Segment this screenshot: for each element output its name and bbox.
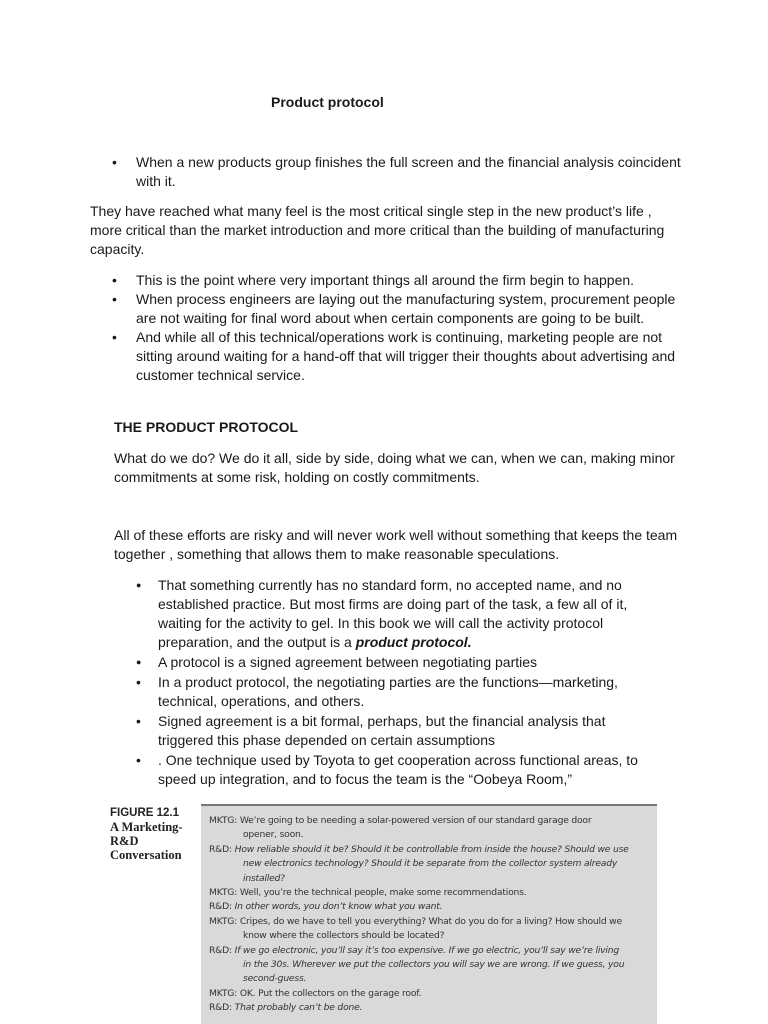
conversation-line: [209, 886, 647, 900]
intro-bullet-list: [112, 153, 696, 191]
figure-caption-text: A Marketing-R&D Conversation: [110, 820, 183, 862]
figure-conversation-box: [201, 804, 657, 1024]
list-item-text: In a product protocol, the negotiating parties are the functions—marketing, technical, operations, and others.: [158, 674, 618, 709]
conversation-line: [209, 972, 647, 986]
conversation-line: [209, 900, 647, 914]
speech-text: in the 30s. Wherever we put the collectors you will say we are wrong. If we guess, you: [243, 959, 625, 971]
document-title: Product protocol: [271, 94, 384, 110]
speaker-label: R&D:: [209, 1002, 232, 1014]
bullet-icon: ●: [136, 580, 142, 590]
speech-text: We’re going to be needing a solar-powered version of our standard garage door: [239, 815, 592, 826]
bullet-icon: •: [112, 291, 117, 307]
figure-number: FIGURE 12.1: [110, 807, 180, 819]
speech-text: In other words, you don’t know what you want.: [234, 901, 443, 913]
conversation-line: [209, 915, 647, 929]
figure-caption: [110, 806, 200, 862]
conversation-line: [209, 944, 647, 958]
conversation-line: [209, 857, 647, 871]
emphasis-term: product protocol.: [355, 634, 472, 650]
list-item: [136, 712, 658, 750]
speech-text: Cripes, do we have to tell you everything? What do you do for a living? How should we: [239, 915, 622, 927]
list-item: [136, 576, 658, 652]
list-item-text: . One technique used by Toyota to get cooperation across functional areas, to speed up integration, and to focus the team is the “Oobeya Room,”: [158, 752, 638, 787]
list-item-text: And while all of this technical/operations work is continuing, marketing people are not sitting around waiting for a hand-off that will trigger their thoughts about advertising and customer technical service.: [136, 329, 676, 383]
conversation-line: [209, 1001, 647, 1015]
speech-text: How reliable should it be? Should it be controllable from inside the house? Should we use: [234, 843, 629, 855]
conversation-line: [209, 929, 647, 943]
paragraph-efforts-risky: All of these efforts are risky and will never work well without something that keeps the team together , something that allows them to make reasonable speculations.: [114, 527, 678, 562]
speech-text: opener, soon.: [243, 829, 304, 841]
speech-text: OK. Put the collectors on the garage roof.: [239, 987, 422, 999]
paragraph-critical-step: They have reached what many feel is the most critical single step in the new product’s life , more critical than the market introduction and more critical than the building of manufacturing capacity.: [90, 203, 665, 257]
list-item-text: Signed agreement is a bit formal, perhaps, but the financial analysis that triggered this phase depended on certain assumptions: [158, 713, 606, 748]
bullet-icon: •: [136, 752, 141, 768]
speaker-label: R&D:: [209, 843, 232, 855]
list-item: [136, 751, 658, 789]
speech-text: Well, you’re the technical people, make some recommendations.: [239, 887, 527, 899]
list-item-text: When process engineers are laying out the manufacturing system, procurement people are not waiting for final word about when certain components are going to be built.: [136, 291, 676, 326]
speaker-label: R&D:: [209, 944, 232, 956]
list-item-text: A protocol is a signed agreement between negotiating parties: [158, 654, 538, 670]
speech-text: installed?: [243, 872, 285, 884]
section-heading: THE PRODUCT PROTOCOL: [114, 419, 299, 435]
conversation-line: [209, 828, 647, 842]
speaker-label: MKTG:: [209, 815, 238, 826]
list-item: [136, 653, 658, 672]
speech-text: If we go electronic, you’ll say it’s too expensive. If we go electric, you’ll say we’re living: [234, 944, 620, 956]
conversation-line: [209, 843, 647, 857]
speech-text: know where the collectors should be located?: [243, 930, 445, 942]
speaker-label: MKTG:: [209, 887, 238, 899]
conversation-line: [209, 958, 647, 972]
speaker-label: MKTG:: [209, 915, 238, 927]
paragraph-what-do-we-do: What do we do? We do it all, side by side, doing what we can, when we can, making minor commitments at some risk, holding on costly commitments.: [114, 450, 675, 485]
list-item-text: This is the point where very important things all around the firm begin to happen.: [136, 272, 635, 288]
speech-text: That probably can’t be done.: [234, 1002, 363, 1014]
list-item: [136, 673, 658, 711]
list-item-text: When a new products group finishes the full screen and the financial analysis coincident with it.: [136, 154, 681, 189]
speech-text: second-guess.: [243, 973, 307, 985]
speaker-label: MKTG:: [209, 987, 238, 999]
list-item: [112, 153, 696, 191]
list-item-text: That something currently has no standard form, no accepted name, and no established practice. But most firms are doing part of the task, a few all of it, waiting for the activity to gel. In this book we will call the activity protocol preparation, and the output is a: [158, 577, 628, 650]
conversation-line: [209, 872, 647, 886]
bullet-icon: •: [112, 272, 117, 288]
speech-text: new electronics technology? Should it be separate from the collector system already: [243, 858, 618, 870]
firm-activity-bullet-list: [112, 271, 681, 385]
list-item: [112, 290, 681, 328]
conversation-line: [209, 814, 647, 828]
bullet-icon: •: [136, 674, 141, 690]
protocol-bullet-list: [136, 576, 658, 789]
bullet-icon: •: [112, 154, 117, 170]
list-item: [112, 328, 681, 385]
speaker-label: R&D:: [209, 901, 232, 913]
list-item: [112, 271, 681, 290]
bullet-icon: •: [112, 329, 117, 345]
bullet-icon: ●: [136, 657, 142, 667]
conversation-line: [209, 987, 647, 1001]
bullet-icon: •: [136, 713, 141, 729]
